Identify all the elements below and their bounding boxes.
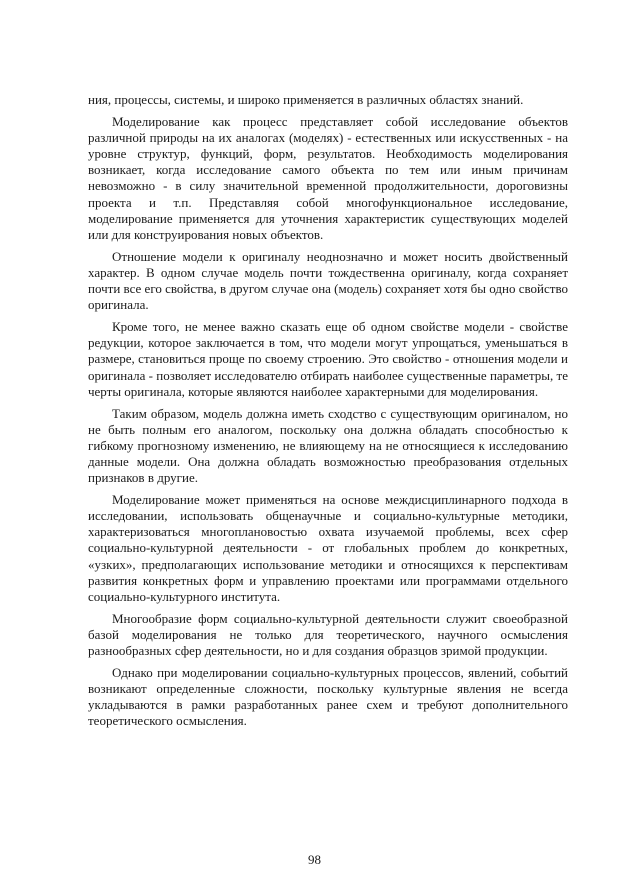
paragraph: Отношение модели к оригиналу неоднозначно и может носить двойственный характер. В одном случае модель почти тождественна оригиналу, когда сохраняет почти все его свойства, в другом случае она (модель) сохраняет хотя бы одно свойство оригинала.	[88, 248, 568, 313]
page-body	[88, 92, 568, 735]
paragraph-continued: ния, процессы, системы, и широко применяется в различных областях знаний.	[88, 92, 524, 107]
page-number: 98	[308, 852, 321, 867]
paragraph: Однако при моделировании социально-культурных процессов, явлений, событий возникают определенные сложности, поскольку культурные явления не всегда укладываются в рамки разработанных ранее схем и требуют дополнительного теоретического осмысления.	[88, 665, 568, 729]
paragraph: Многообразие форм социально-культурной деятельности служит своеобразной базой моделирования не только для теоретического, научного осмысления разнообразных сфер деятельности, но и для создания образцов зримой продукции.	[88, 610, 568, 658]
paragraph: Таким образом, модель должна иметь сходство с существующим оригиналом, но не быть полным его аналогом, поскольку она должна обладать способностью к гибкому прогнозному изменению, не влияющему на не относящиеся к исследованию данные модели. Она должна обладать возможностью преобразования отдельных признаков в другие.	[88, 405, 568, 486]
paragraph: Моделирование может применяться на основе междисциплинарного подхода в исследовании, использовать общенаучные и социально-культурные методики, характеризоваться многоплановостью охвата изучаемой проблемы, всех сфер социально-культурной деятельности - от глобальных проблем до конкретных, «узких», предполагающих использование методики и относящихся к перспективам развития конкретных форм и управлению проектами или программами отдельного социально-культурного института.	[88, 492, 568, 604]
paragraph: Кроме того, не менее важно сказать еще об одном свойстве модели - свойстве редукции, которое заключается в том, что модели могут упрощаться, уменьшаться в размере, становиться проще по своему строению. Это свойство - отношения модели и оригинала - позволяет исследователю отбирать наиболее существенные параметры, те черты оригинала, которые являются наиболее характерными для моделирования.	[88, 319, 568, 399]
paragraph: Моделирование как процесс представляет собой исследование объектов различной природы на их аналогах (моделях) - естественных или искусственных - на уровне структур, функций, форм, результатов. Необходимость моделирования возникает, когда исследование самого объекта по тем или иным причинам невозможно - в силу значительной временной продолжительности, дороговизны проекта и т.п. Представляя собой многофункциональное исследование, моделирование применяется для уточнения характеристик существующих моделей или для конструирования новых объектов.	[88, 114, 568, 242]
